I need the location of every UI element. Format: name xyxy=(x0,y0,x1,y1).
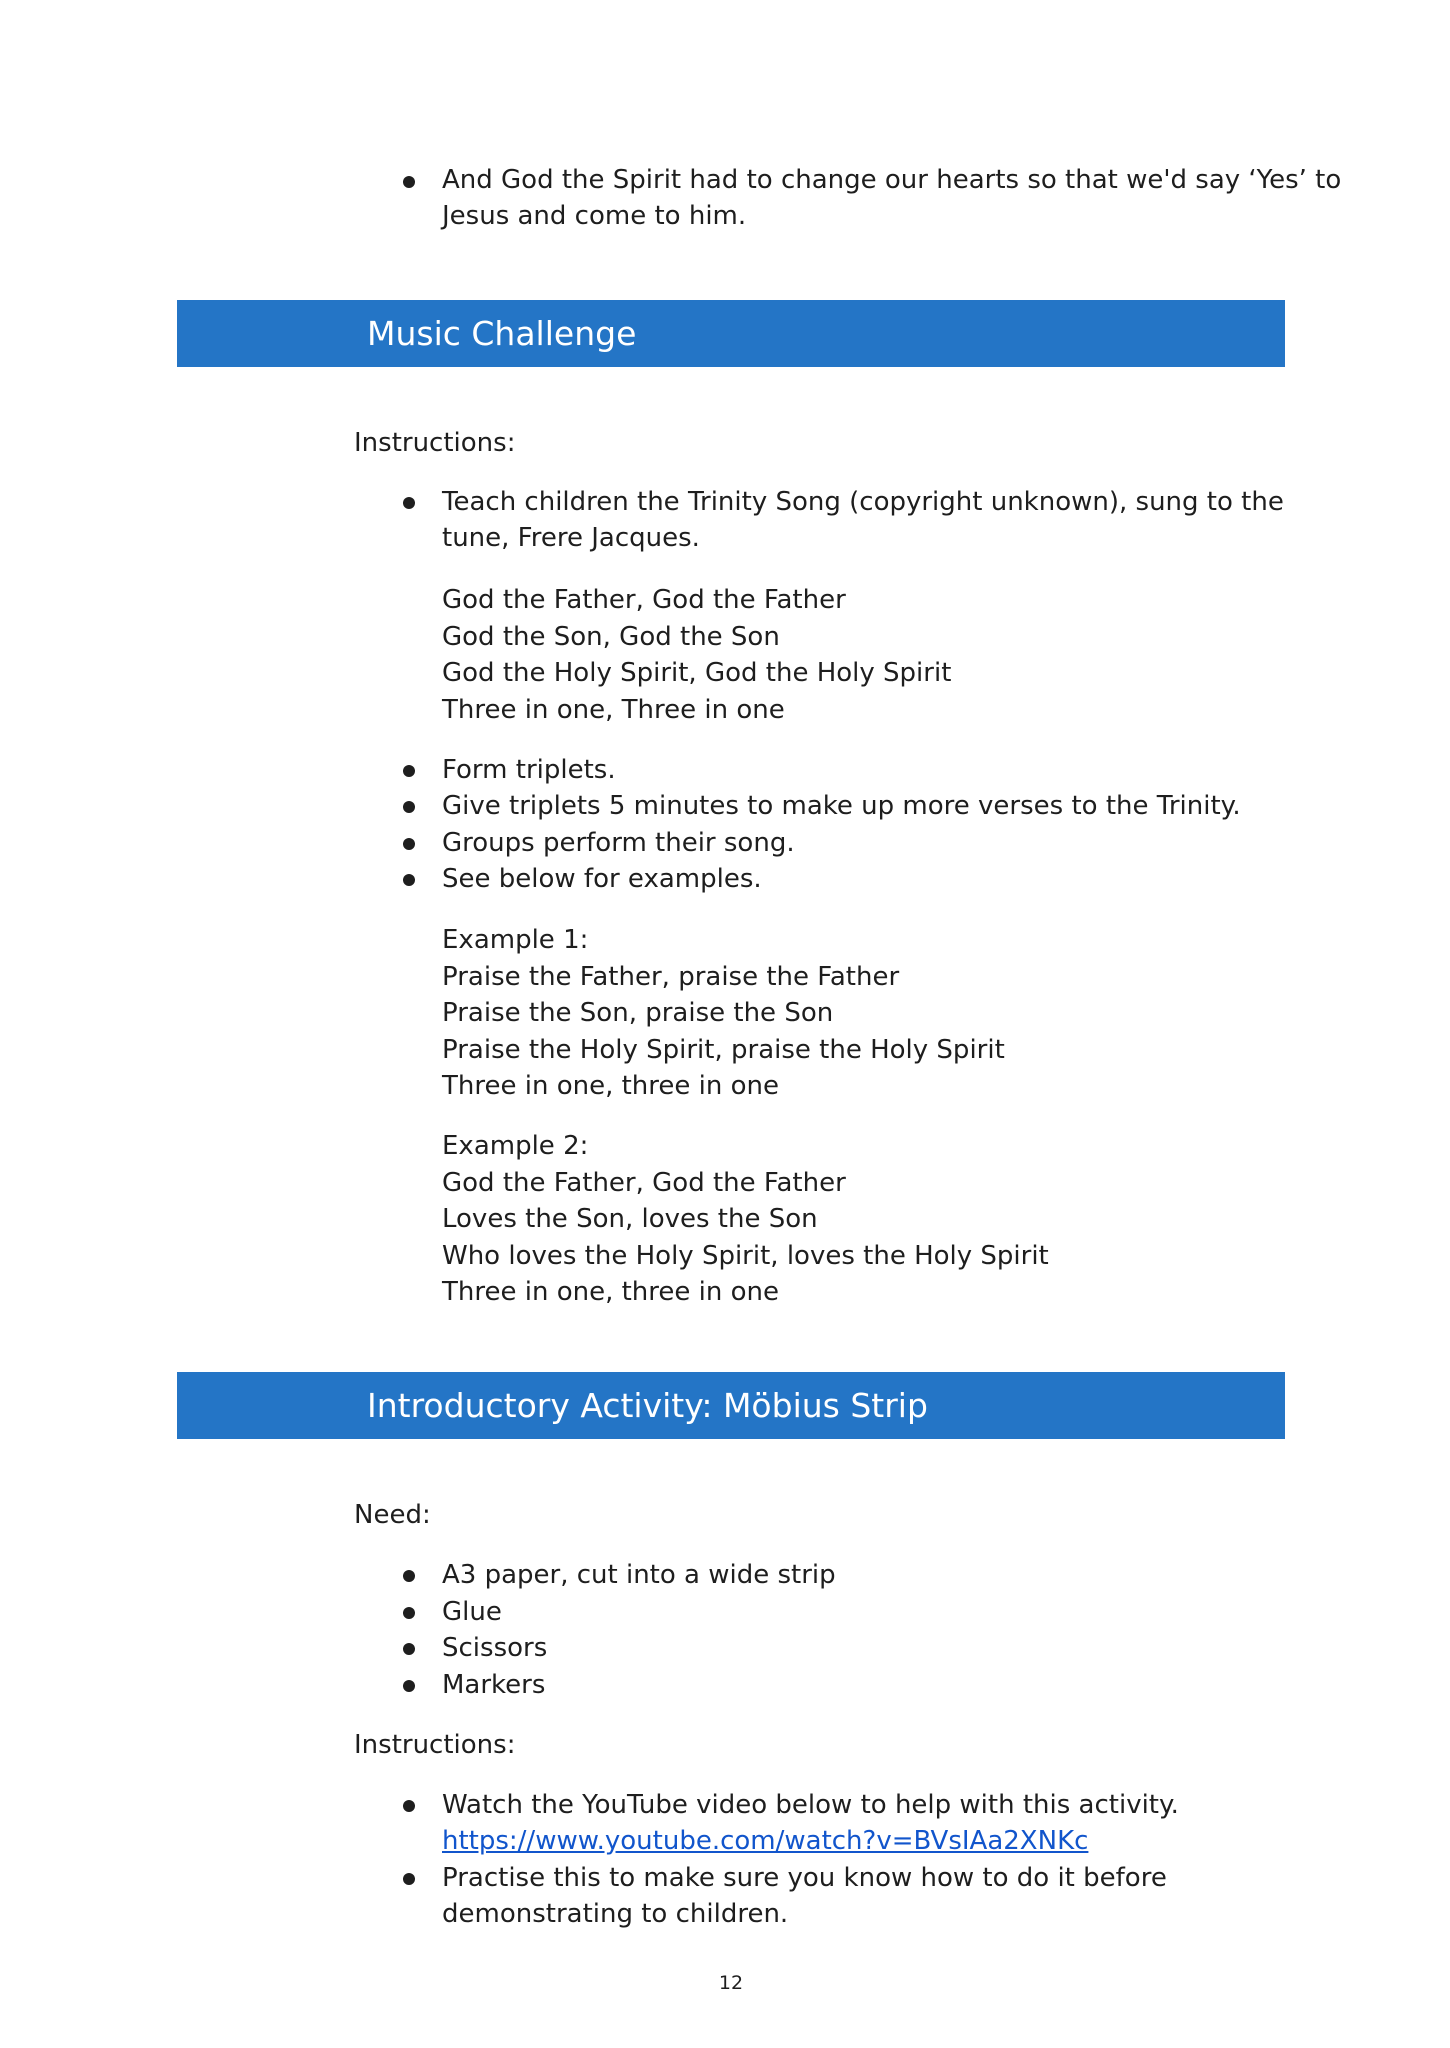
instruction-text-line-1: Practise this to make sure you know how to do it before xyxy=(442,1863,1167,1893)
example-1 xyxy=(442,922,1005,1105)
example-line: Praise the Holy Spirit, praise the Holy Spirit xyxy=(442,1034,1005,1065)
need-item: A3 paper, cut into a wide strip xyxy=(442,1560,836,1590)
song-line: God the Father, God the Father xyxy=(442,585,846,615)
example-heading: Example 1: xyxy=(442,925,589,955)
section-title: Introductory Activity: Möbius Strip xyxy=(367,1386,928,1425)
bullet-icon xyxy=(403,1680,415,1692)
need-item: Glue xyxy=(442,1597,502,1627)
page-number: 12 xyxy=(718,1972,744,1994)
example-line: Loves the Son, loves the Son xyxy=(442,1204,818,1234)
example-line: Three in one, three in one xyxy=(442,1071,780,1101)
instruction-text-line-2: tune, Frere Jacques. xyxy=(442,523,700,553)
need-item: Markers xyxy=(442,1670,546,1700)
step-item: Give triplets 5 minutes to make up more verses to the Trinity. xyxy=(442,791,1241,821)
step-item: Groups perform their song. xyxy=(442,828,795,858)
instruction-text: Watch the YouTube video below to help with this activity. xyxy=(442,1790,1179,1820)
song-line: Three in one, Three in one xyxy=(442,694,785,725)
example-line: Three in one, three in one xyxy=(442,1277,780,1307)
bullet-icon xyxy=(403,1873,415,1885)
example-line: Praise the Son, praise the Son xyxy=(442,998,834,1028)
example-2 xyxy=(442,1128,1049,1311)
mobius-activity-banner xyxy=(177,1372,1285,1439)
bullet-icon xyxy=(403,801,415,813)
music-challenge-banner xyxy=(177,300,1285,367)
example-line: God the Father, God the Father xyxy=(442,1167,846,1198)
example-heading: Example 2: xyxy=(442,1131,589,1161)
bullet-icon xyxy=(403,874,415,886)
instructions-label: Instructions: xyxy=(354,428,516,458)
intro-text-line-2: Jesus and come to him. xyxy=(442,201,747,231)
need-label: Need: xyxy=(354,1500,431,1530)
need-item: Scissors xyxy=(442,1633,548,1663)
youtube-link[interactable]: https://www.youtube.com/watch?v=BVsIAa2XNKc xyxy=(442,1826,1089,1856)
bullet-icon xyxy=(403,765,415,777)
bullet-icon xyxy=(403,838,415,850)
example-line: Who loves the Holy Spirit, loves the Holy Spirit xyxy=(442,1240,1049,1271)
instructions-label: Instructions: xyxy=(354,1730,516,1760)
bullet-icon xyxy=(403,1643,415,1655)
bullet-icon xyxy=(403,1607,415,1619)
section-title: Music Challenge xyxy=(367,314,637,353)
example-line: Praise the Father, praise the Father xyxy=(442,961,900,992)
step-item: See below for examples. xyxy=(442,864,762,894)
bullet-icon xyxy=(403,1800,415,1812)
bullet-icon xyxy=(403,176,415,188)
bullet-icon xyxy=(403,1570,415,1582)
instruction-text-line-1: Teach children the Trinity Song (copyright unknown), sung to the xyxy=(442,487,1284,517)
intro-text-line-1: And God the Spirit had to change our hearts so that we'd say ‘Yes’ to xyxy=(442,165,1342,195)
song-line: God the Holy Spirit, God the Holy Spirit xyxy=(442,658,952,688)
bullet-icon xyxy=(403,497,415,509)
instruction-text-line-2: demonstrating to children. xyxy=(442,1899,789,1929)
song-lyrics xyxy=(442,582,951,728)
song-line: God the Son, God the Son xyxy=(442,621,780,652)
step-item: Form triplets. xyxy=(442,755,616,785)
